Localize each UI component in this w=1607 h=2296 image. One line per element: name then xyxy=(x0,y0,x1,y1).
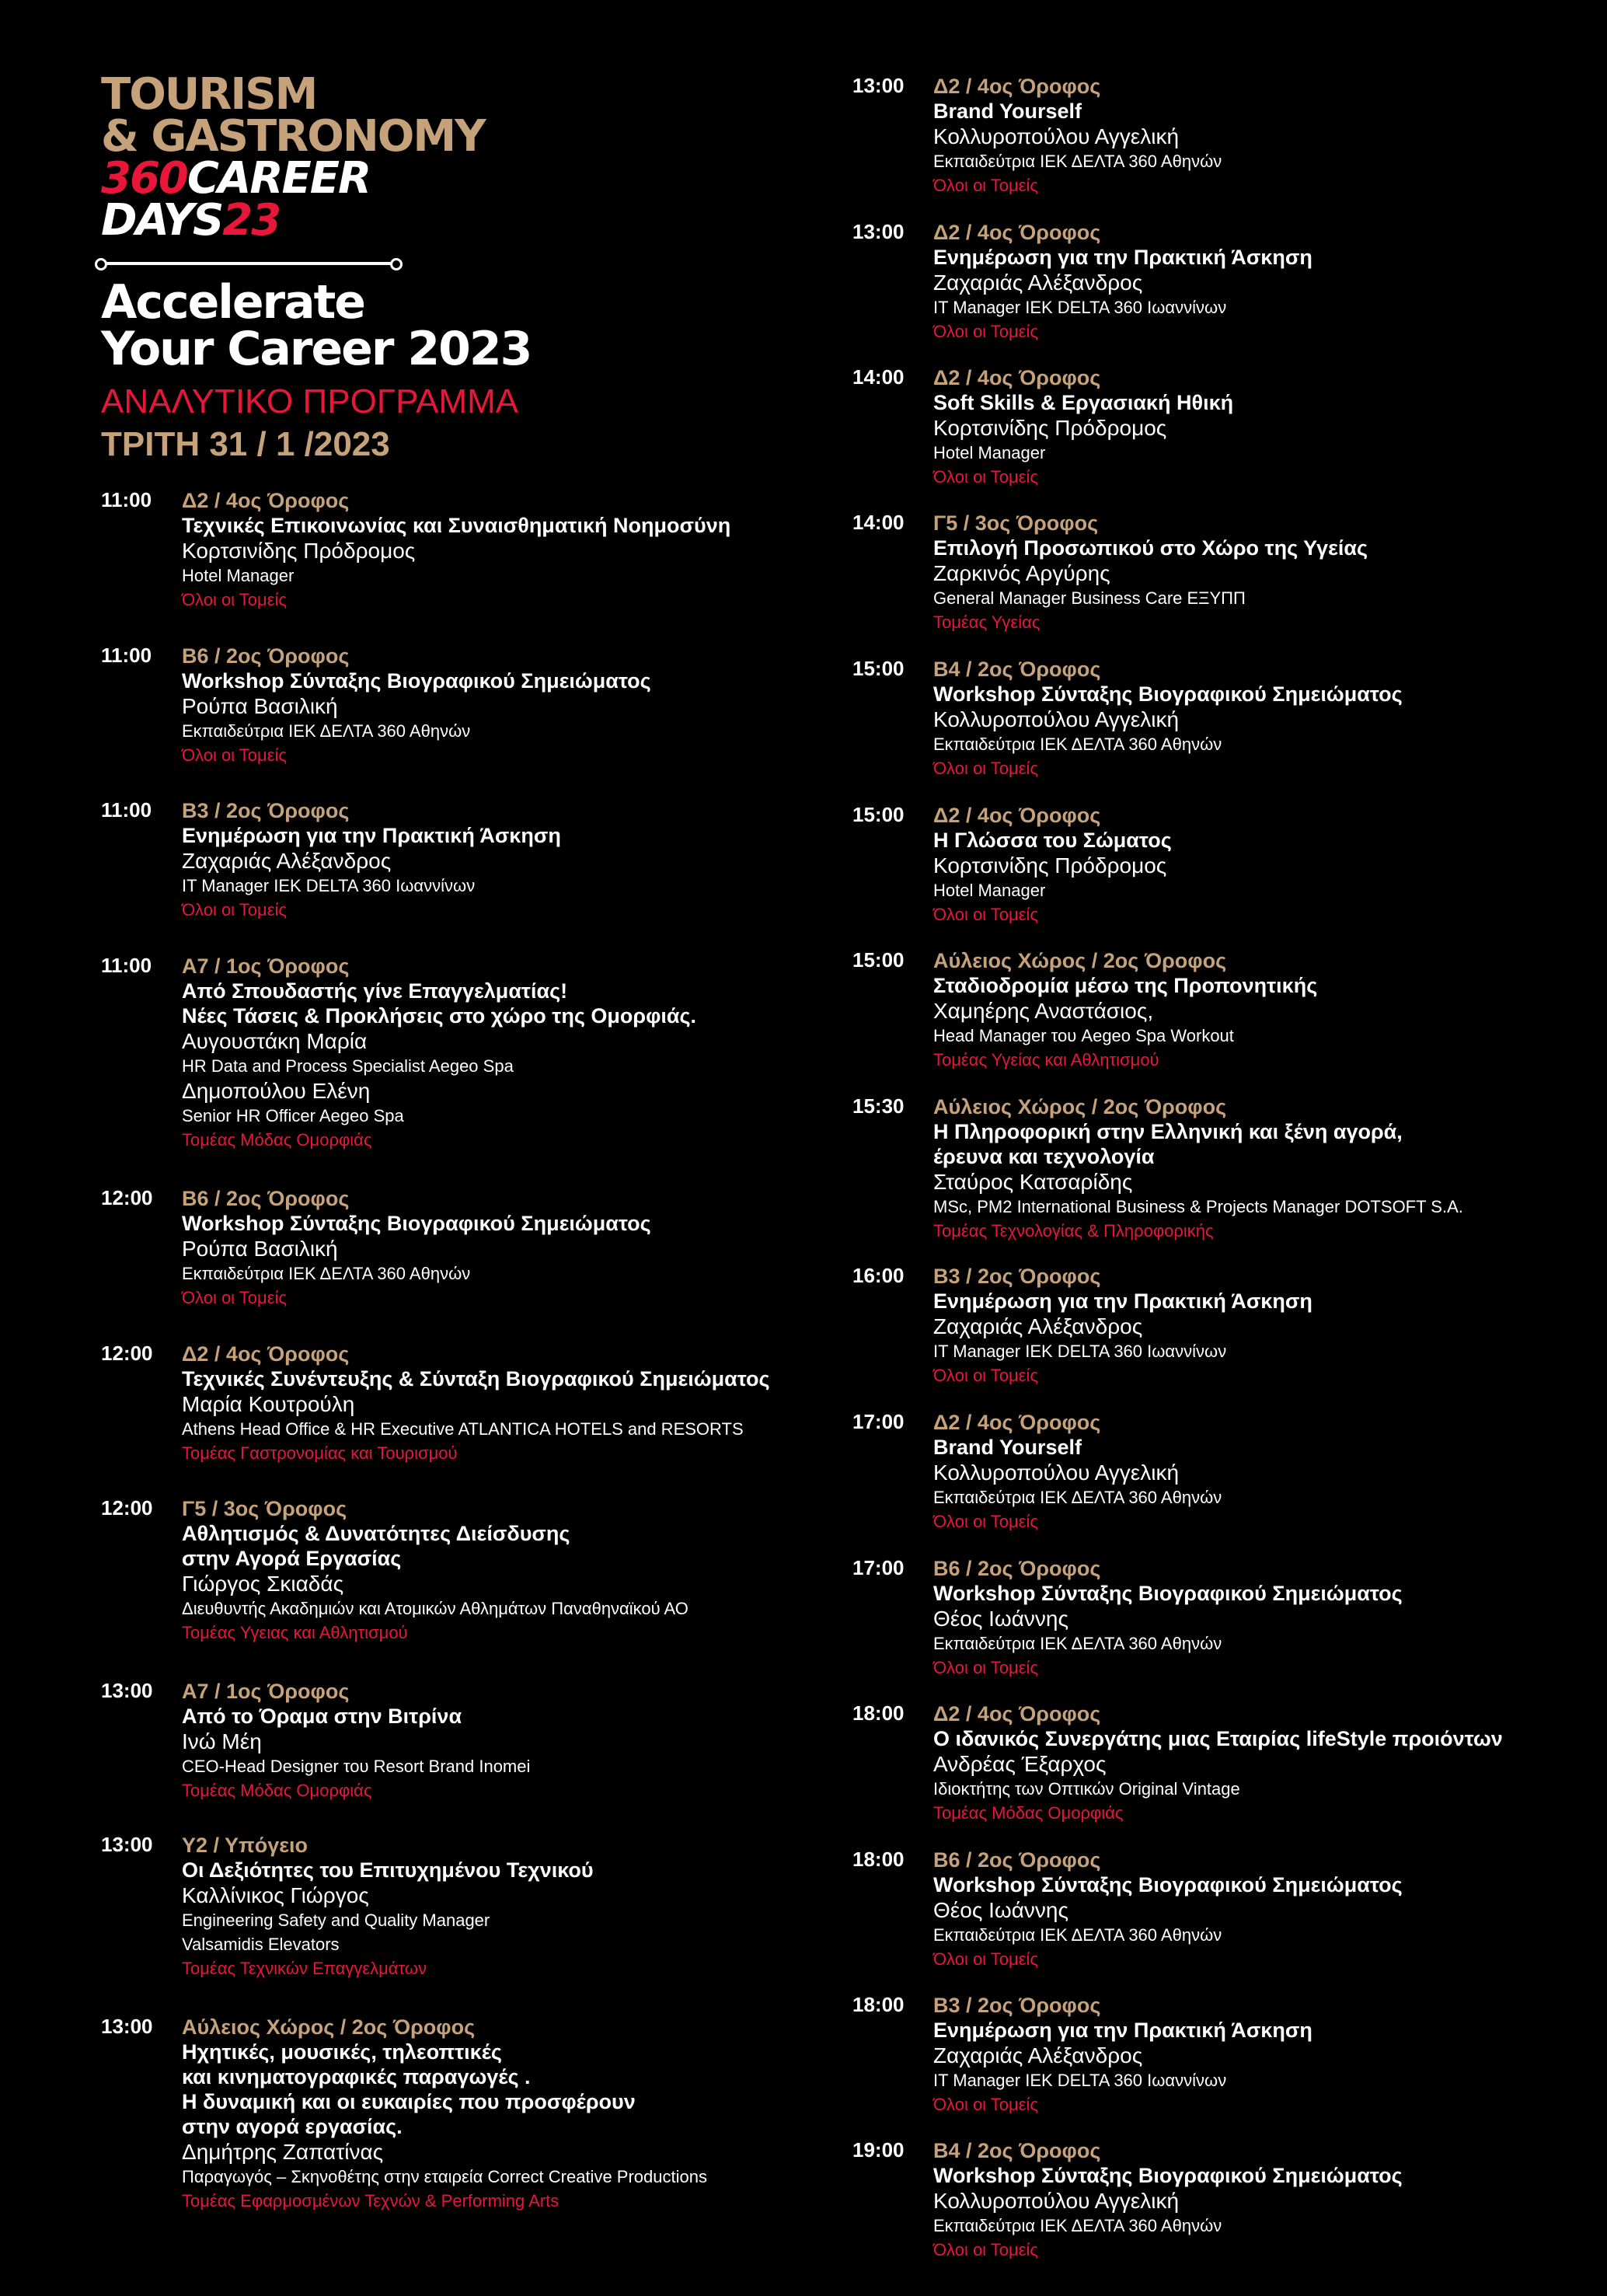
event-speaker-role: Head Manager του Aegeo Spa Workout xyxy=(933,1026,1234,1045)
event-speaker-role: General Manager Business Care ΕΞΥΠΠ xyxy=(933,588,1246,608)
event-title: Workshop Σύνταξης Βιογραφικού Σημειώματος xyxy=(933,2164,1403,2187)
event-body xyxy=(182,1679,881,1803)
event-body xyxy=(933,1094,1607,1244)
event-room: Β6 / 2ος Όροφος xyxy=(933,1557,1101,1580)
event-sector: Τομέας Υγειας και Αθλητισμού xyxy=(182,1623,408,1642)
program-title: ΑΝΑΛΥΤΙΚΟ ΠΡΟΓΡΑΜΜΑ xyxy=(101,382,519,420)
event-time: 11:00 xyxy=(101,488,152,511)
event-title: Ενημέρωση για την Πρακτική Άσκηση xyxy=(933,2019,1312,2042)
event-speaker: Ζαχαριάς Αλέξανδρος xyxy=(933,270,1143,295)
event-body xyxy=(933,74,1607,198)
event-room: Α7 / 1ος Όροφος xyxy=(182,1680,350,1703)
event-speaker-role: MSc, PM2 International Business & Projects Manager DOTSOFT S.A. xyxy=(933,1197,1463,1216)
event-body xyxy=(182,798,881,923)
logo-line-career xyxy=(101,153,531,204)
event-sector: Όλοι οι Τομείς xyxy=(182,590,288,609)
tagline-accelerate: Accelerate xyxy=(101,275,364,330)
event-speaker-role: IT Manager ΙΕΚ DELTA 360 Ιωαννίνων xyxy=(933,2071,1227,2090)
event-body xyxy=(182,644,881,768)
event-time: 16:00 xyxy=(852,1264,905,1287)
event-speaker: Κολλυροπούλου Αγγελική xyxy=(933,1460,1180,1485)
event-time: 13:00 xyxy=(852,74,905,97)
event-title: Brand Yourself xyxy=(933,99,1082,123)
event-title: Ο ιδανικός Συνεργάτης μιας Εταιρίας lifeStyle προιόντων xyxy=(933,1727,1503,1750)
event-body xyxy=(182,954,881,1153)
event-sector: Όλοι οι Τομείς xyxy=(933,2095,1039,2114)
event-speaker: Μαρία Κουτρούλη xyxy=(182,1392,355,1416)
event-speaker-role: Valsamidis Elevators xyxy=(182,1935,340,1954)
event-room: Δ2 / 4ος Όροφος xyxy=(933,75,1101,98)
event-room: Γ5 / 3ος Όροφος xyxy=(933,511,1099,535)
event-room: Β6 / 2ος Όροφος xyxy=(933,1848,1101,1872)
event-body xyxy=(933,511,1607,635)
event-speaker-role: IT Manager ΙΕΚ DELTA 360 Ιωαννίνων xyxy=(182,876,476,895)
event-speaker: Ζαχαριάς Αλέξανδρος xyxy=(933,1314,1143,1338)
event-title: Workshop Σύνταξης Βιογραφικού Σημειώματος xyxy=(933,1873,1403,1896)
event-speaker-role: IT Manager ΙΕΚ DELTA 360 Ιωαννίνων xyxy=(933,1342,1227,1361)
event-time: 14:00 xyxy=(852,365,905,389)
event-title: Ενημέρωση για την Πρακτική Άσκηση xyxy=(933,246,1312,269)
logo-line-gastronomy: & GASTRONOMY xyxy=(101,111,485,162)
event-title: Από το Όραμα στην Βιτρίνα xyxy=(182,1705,462,1728)
event-speaker: Αυγουστάκη Μαρία xyxy=(182,1029,368,1053)
event-speaker-role: Athens Head Office & HR Executive ATLANTICA HOTELS and RESORTS xyxy=(182,1419,744,1439)
event-title: Ενημέρωση για την Πρακτική Άσκηση xyxy=(182,824,561,847)
event-speaker-role: Εκπαιδεύτρια ΙΕΚ ΔΕΛΤΑ 360 Αθηνών xyxy=(933,1925,1222,1945)
event-room: Δ2 / 4ος Όροφος xyxy=(182,1342,350,1366)
event-speaker: Ζαρκινός Αργύρης xyxy=(933,561,1110,585)
event-title: Workshop Σύνταξης Βιογραφικού Σημειώματος xyxy=(933,1582,1403,1605)
event-time: 18:00 xyxy=(852,1993,905,2016)
event-body xyxy=(182,488,881,612)
event-time: 18:00 xyxy=(852,1848,905,1871)
event-speaker: Ζαχαριάς Αλέξανδρος xyxy=(182,849,392,873)
event-body xyxy=(933,803,1607,927)
event-time: 13:00 xyxy=(101,2015,153,2038)
event-sector: Τομέας Υγείας xyxy=(933,612,1041,632)
event-sector: Όλοι οι Τομείς xyxy=(182,745,288,765)
event-room: Δ2 / 4ος Όροφος xyxy=(933,366,1101,389)
event-room: Β6 / 2ος Όροφος xyxy=(182,644,350,668)
event-speaker-role: Εκπαιδεύτρια ΙΕΚ ΔΕΛΤΑ 360 Αθηνών xyxy=(933,1634,1222,1653)
event-title: Οι Δεξιότητες του Επιτυχημένου Τεχνικού xyxy=(182,1858,594,1882)
event-sector: Όλοι οι Τομείς xyxy=(933,467,1039,487)
event-speaker-role: Hotel Manager xyxy=(933,881,1046,900)
event-speaker: Θέος Ιωάννης xyxy=(933,1607,1069,1631)
event-sector: Όλοι οι Τομείς xyxy=(182,900,288,919)
event-time: 11:00 xyxy=(101,644,152,667)
event-time: 17:00 xyxy=(852,1410,905,1433)
event-sector: Τομέας Μόδας Ομορφιάς xyxy=(182,1781,372,1800)
event-speaker: Ρούπα Βασιλική xyxy=(182,694,338,718)
event-room: Β6 / 2ος Όροφος xyxy=(182,1187,350,1210)
event-speaker-role: Διευθυντής Ακαδημιών και Ατομικών Αθλημάτων Παναθηναϊκού ΑΟ xyxy=(182,1599,688,1618)
event-body xyxy=(933,1556,1607,1680)
event-speaker: Δημήτρης Ζαπατίνας xyxy=(182,2140,384,2164)
event-time: 12:00 xyxy=(101,1342,153,1365)
event-title: Τεχνικές Επικοινωνίας και Συναισθηματική Νοημοσύνη xyxy=(182,514,731,537)
event-sector: Τομέας Γαστρονομίας και Τουρισμού xyxy=(182,1443,458,1463)
event-sector: Όλοι οι Τομείς xyxy=(933,905,1039,924)
event-speaker: Κορτσινίδης Πρόδρομος xyxy=(933,416,1167,440)
event-title: Από Σπουδαστής γίνε Επαγγελματίας! Νέες Τάσεις & Προκλήσεις στο χώρο της Ομορφιάς. xyxy=(182,979,697,1028)
event-speaker-role: Engineering Safety and Quality Manager xyxy=(182,1910,490,1930)
event-sector: Όλοι οι Τομείς xyxy=(933,176,1039,195)
event-sector: Όλοι οι Τομείς xyxy=(933,2240,1039,2259)
event-time: 11:00 xyxy=(101,798,152,822)
event-time: 13:00 xyxy=(101,1833,153,1856)
event-speaker-role: Εκπαιδεύτρια ΙΕΚ ΔΕΛΤΑ 360 Αθηνών xyxy=(182,1264,471,1283)
event-time: 11:00 xyxy=(101,954,152,977)
event-title: Η Γλώσσα του Σώματος xyxy=(933,829,1172,852)
event-sector: Τομέας Μόδας Ομορφιάς xyxy=(182,1130,372,1150)
event-body xyxy=(933,657,1607,781)
program-date: ΤΡΙΤΗ 31 / 1 /2023 xyxy=(101,425,390,463)
event-room: Β3 / 2ος Όροφος xyxy=(182,799,350,822)
event-room: Β3 / 2ος Όροφος xyxy=(933,1994,1101,2017)
event-speaker: Χαμηέρης Αναστάσιος, xyxy=(933,999,1154,1023)
event-speaker-role: Εκπαιδεύτρια ΙΕΚ ΔΕΛΤΑ 360 Αθηνών xyxy=(182,721,471,741)
event-time: 15:00 xyxy=(852,803,905,826)
logo-days: DAYS xyxy=(101,195,223,246)
event-speaker-role: CEO-Head Designer του Resort Brand Inomei xyxy=(182,1757,531,1776)
event-sector: Τομέας Υγείας και Αθλητισμού xyxy=(933,1050,1159,1069)
event-speaker: Ινώ Μέη xyxy=(182,1729,262,1753)
event-body xyxy=(182,1833,881,1981)
event-body xyxy=(933,1264,1607,1388)
event-speaker-role: Senior HR Officer Aegeo Spa xyxy=(182,1106,404,1125)
event-speaker: Καλλίνικος Γιώργος xyxy=(182,1883,369,1907)
event-sector: Όλοι οι Τομείς xyxy=(933,1512,1039,1531)
event-sector: Όλοι οι Τομείς xyxy=(933,1949,1039,1969)
event-logo xyxy=(101,69,532,376)
event-speaker: Ανδρέας Έξαρχος xyxy=(933,1752,1107,1776)
logo-divider xyxy=(101,262,396,265)
event-room: Υ2 / Υπόγειο xyxy=(182,1834,309,1857)
event-speaker: Κορτσινίδης Πρόδρομος xyxy=(933,853,1167,878)
event-room: Α7 / 1ος Όροφος xyxy=(182,954,350,978)
event-body xyxy=(182,1342,881,1466)
event-body xyxy=(933,2138,1607,2263)
event-speaker: Κολλυροπούλου Αγγελική xyxy=(933,124,1180,148)
event-room: Β4 / 2ος Όροφος xyxy=(933,658,1101,681)
event-speaker: Δημοπούλου Ελένη xyxy=(182,1079,371,1103)
event-time: 13:00 xyxy=(852,220,905,243)
event-speaker: Κολλυροπούλου Αγγελική xyxy=(933,2189,1180,2213)
event-body xyxy=(933,365,1607,490)
event-room: Δ2 / 4ος Όροφος xyxy=(182,489,350,512)
logo-line-tourism: TOURISM xyxy=(101,69,317,120)
event-speaker-role: Εκπαιδεύτρια ΙΕΚ ΔΕΛΤΑ 360 Αθηνών xyxy=(933,735,1222,754)
event-title: Workshop Σύνταξης Βιογραφικού Σημειώματος xyxy=(182,669,651,693)
logo-23: 23 xyxy=(222,195,281,246)
event-sector: Τομέας Εφαρμοσμένων Τεχνών & Performing Arts xyxy=(182,2191,559,2211)
event-title: Τεχνικές Συνέντευξης & Σύνταξη Βιογραφικού Σημειώματος xyxy=(182,1367,770,1391)
event-body xyxy=(933,220,1607,344)
event-speaker: Γιώργος Σκιαδάς xyxy=(182,1572,344,1596)
event-speaker-role: Παραγωγός – Σκηνοθέτης στην εταιρεία Correct Creative Productions xyxy=(182,2167,707,2186)
event-sector: Όλοι οι Τομείς xyxy=(933,1658,1039,1677)
event-body xyxy=(933,1848,1607,1972)
event-time: 15:00 xyxy=(852,657,905,680)
event-body xyxy=(933,1410,1607,1534)
event-speaker-role: Εκπαιδεύτρια ΙΕΚ ΔΕΛΤΑ 360 Αθηνών xyxy=(933,1488,1222,1507)
event-time: 12:00 xyxy=(101,1186,153,1209)
event-room: Αύλειος Χώρος / 2ος Όροφος xyxy=(933,1095,1227,1118)
event-speaker: Ζαχαριάς Αλέξανδρος xyxy=(933,2043,1143,2067)
event-sector: Τομέας Τεχνικών Επαγγελμάτων xyxy=(182,1959,427,1978)
event-speaker: Κολλυροπούλου Αγγελική xyxy=(933,707,1180,731)
event-sector: Όλοι οι Τομείς xyxy=(933,759,1039,778)
event-time: 12:00 xyxy=(101,1496,153,1520)
event-time: 14:00 xyxy=(852,511,905,534)
event-speaker: Κορτσινίδης Πρόδρομος xyxy=(182,539,416,563)
event-time: 15:30 xyxy=(852,1094,905,1118)
event-title: Soft Skills & Εργασιακή Ηθική xyxy=(933,391,1234,414)
program-heading xyxy=(101,381,518,466)
event-title: Ενημέρωση για την Πρακτική Άσκηση xyxy=(933,1289,1312,1313)
event-body xyxy=(933,948,1607,1073)
event-room: Δ2 / 4ος Όροφος xyxy=(933,221,1101,244)
event-title: Επιλογή Προσωπικού στο Χώρο της Υγείας xyxy=(933,536,1368,560)
event-speaker: Σταύρος Κατσαρίδης xyxy=(933,1170,1133,1194)
event-room: Γ5 / 3ος Όροφος xyxy=(182,1497,347,1520)
event-speaker-role: Εκπαιδεύτρια ΙΕΚ ΔΕΛΤΑ 360 Αθηνών xyxy=(933,2216,1222,2235)
event-speaker-role: Εκπαιδεύτρια ΙΕΚ ΔΕΛΤΑ 360 Αθηνών xyxy=(933,152,1222,171)
event-time: 17:00 xyxy=(852,1556,905,1579)
event-title: Workshop Σύνταξης Βιογραφικού Σημειώματος xyxy=(933,682,1403,706)
logo-career: CAREER xyxy=(186,153,371,204)
event-title: Η Πληροφορική στην Ελληνική και ξένη αγορά, έρευνα και τεχνολογία xyxy=(933,1120,1403,1168)
event-sector: Όλοι οι Τομείς xyxy=(933,322,1039,341)
event-room: Δ2 / 4ος Όροφος xyxy=(933,1702,1101,1725)
event-title: Workshop Σύνταξης Βιογραφικού Σημειώματος xyxy=(182,1212,651,1235)
event-title: Brand Yourself xyxy=(933,1436,1082,1459)
logo-line-days xyxy=(101,195,531,246)
event-title: Σταδιοδρομία μέσω της Προπονητικής xyxy=(933,974,1318,997)
event-body xyxy=(182,1186,881,1310)
event-sector: Τομέας Τεχνολογίας & Πληροφορικής xyxy=(933,1221,1214,1240)
event-sector: Τομέας Μόδας Ομορφιάς xyxy=(933,1803,1124,1823)
event-title: Αθλητισμός & Δυνατότητες Διείσδυσης στην Αγορά Εργασίας xyxy=(182,1522,570,1570)
tagline-your-career: Your Career 2023 xyxy=(101,322,532,376)
event-speaker-role: HR Data and Process Specialist Aegeo Spa xyxy=(182,1056,514,1076)
event-room: Β4 / 2ος Όροφος xyxy=(933,2139,1101,2162)
event-room: Δ2 / 4ος Όροφος xyxy=(933,804,1101,827)
event-speaker-role: Ιδιοκτήτης των Οπτικών Original Vintage xyxy=(933,1779,1240,1799)
event-speaker: Ρούπα Βασιλική xyxy=(182,1237,338,1261)
event-speaker-role: Hotel Manager xyxy=(933,443,1046,462)
event-room: Αύλειος Χώρος / 2ος Όροφος xyxy=(182,2015,476,2039)
event-title: Ηχητικές, μουσικές, τηλεοπτικές και κινηματογραφικές παραγωγές . Η δυναμική και οι ευκαιρίες που προσφέρουν στην αγορά εργασίας. xyxy=(182,2040,636,2138)
event-time: 13:00 xyxy=(101,1679,153,1702)
event-time: 15:00 xyxy=(852,948,905,972)
event-body xyxy=(933,1993,1607,2117)
event-speaker: Θέος Ιωάννης xyxy=(933,1898,1069,1922)
event-speaker-role: Hotel Manager xyxy=(182,566,295,585)
logo-360: 360 xyxy=(101,153,187,204)
event-body xyxy=(182,2015,881,2214)
event-sector: Όλοι οι Τομείς xyxy=(182,1288,288,1307)
event-body xyxy=(933,1701,1607,1826)
event-room: Β3 / 2ος Όροφος xyxy=(933,1265,1101,1288)
event-time: 19:00 xyxy=(852,2138,905,2162)
event-time: 18:00 xyxy=(852,1701,905,1725)
event-speaker-role: IT Manager ΙΕΚ DELTA 360 Ιωαννίνων xyxy=(933,298,1227,317)
event-body xyxy=(182,1496,881,1645)
event-room: Αύλειος Χώρος / 2ος Όροφος xyxy=(933,949,1227,972)
event-sector: Όλοι οι Τομείς xyxy=(933,1366,1039,1385)
event-room: Δ2 / 4ος Όροφος xyxy=(933,1411,1101,1434)
